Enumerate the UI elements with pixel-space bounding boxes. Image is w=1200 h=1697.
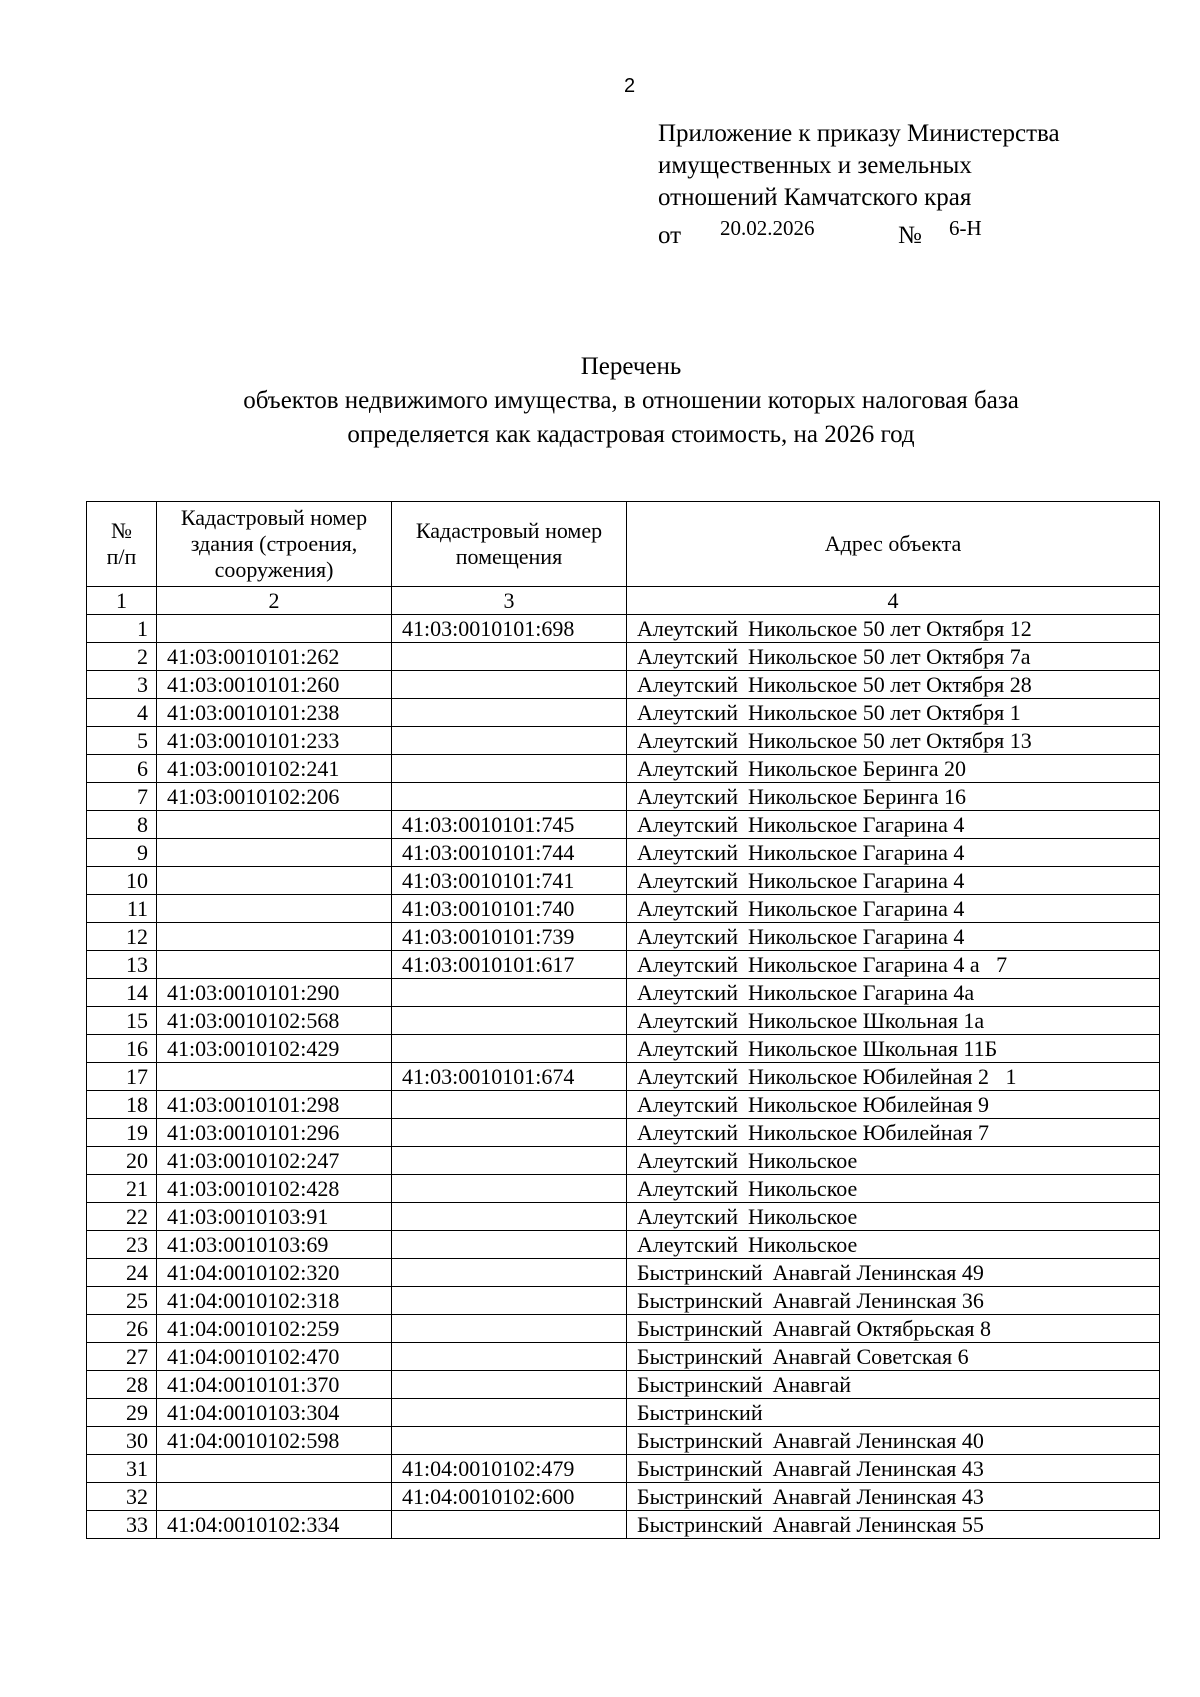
object-address bbox=[627, 1343, 1160, 1371]
appendix-line: Приложение к приказу Министерства bbox=[658, 120, 1060, 147]
row-index: 25 bbox=[87, 1287, 157, 1315]
object-address bbox=[627, 699, 1160, 727]
building-cadastral-number bbox=[157, 615, 392, 643]
row-index: 28 bbox=[87, 1371, 157, 1399]
table-row bbox=[87, 839, 1160, 867]
row-index: 23 bbox=[87, 1231, 157, 1259]
row-index: 24 bbox=[87, 1259, 157, 1287]
property-table bbox=[86, 501, 1160, 1539]
building-cadastral-number: 41:03:0010101:238 bbox=[157, 699, 392, 727]
address-district: Алеутский bbox=[637, 895, 738, 921]
object-address bbox=[627, 979, 1160, 1007]
address-locality: Анавгай Ленинская 49 bbox=[772, 1259, 984, 1285]
address-district: Быстринский bbox=[637, 1455, 763, 1481]
row-index: 31 bbox=[87, 1455, 157, 1483]
building-cadastral-number: 41:03:0010101:262 bbox=[157, 643, 392, 671]
address-district: Алеутский bbox=[637, 755, 738, 781]
building-cadastral-number bbox=[157, 1483, 392, 1511]
table-row bbox=[87, 811, 1160, 839]
address-locality: Никольское 50 лет Октября 13 bbox=[747, 727, 1032, 753]
premises-cadastral-number: 41:03:0010101:744 bbox=[392, 839, 627, 867]
address-district: Алеутский bbox=[637, 671, 738, 697]
order-details bbox=[658, 216, 1178, 252]
object-address bbox=[627, 1287, 1160, 1315]
row-index: 15 bbox=[87, 1007, 157, 1035]
table-row bbox=[87, 1035, 1160, 1063]
address-locality: Анавгай bbox=[772, 1371, 851, 1397]
row-index: 26 bbox=[87, 1315, 157, 1343]
table-row bbox=[87, 1371, 1160, 1399]
table-row bbox=[87, 1147, 1160, 1175]
row-index: 27 bbox=[87, 1343, 157, 1371]
building-cadastral-number: 41:03:0010101:298 bbox=[157, 1091, 392, 1119]
address-district: Алеутский bbox=[637, 1203, 738, 1229]
address-locality: Никольское bbox=[747, 1147, 858, 1173]
table-row bbox=[87, 1287, 1160, 1315]
premises-cadastral-number: 41:03:0010101:698 bbox=[392, 615, 627, 643]
appendix-header bbox=[658, 118, 1178, 214]
address-locality: Никольское Гагарина 4 bbox=[747, 811, 965, 837]
object-address bbox=[627, 1315, 1160, 1343]
premises-cadastral-number: 41:03:0010101:740 bbox=[392, 895, 627, 923]
address-locality: Анавгай Ленинская 36 bbox=[772, 1287, 984, 1313]
row-index: 20 bbox=[87, 1147, 157, 1175]
address-district: Алеутский bbox=[637, 839, 738, 865]
row-index: 12 bbox=[87, 923, 157, 951]
building-cadastral-number: 41:03:0010102:568 bbox=[157, 1007, 392, 1035]
row-index: 6 bbox=[87, 755, 157, 783]
column-number: 2 bbox=[157, 587, 392, 615]
address-district: Быстринский bbox=[637, 1287, 763, 1313]
address-district: Быстринский bbox=[637, 1371, 763, 1397]
row-index: 21 bbox=[87, 1175, 157, 1203]
row-index: 19 bbox=[87, 1119, 157, 1147]
premises-cadastral-number: 41:04:0010102:479 bbox=[392, 1455, 627, 1483]
building-cadastral-number: 41:03:0010102:428 bbox=[157, 1175, 392, 1203]
premises-cadastral-number bbox=[392, 1119, 627, 1147]
premises-cadastral-number bbox=[392, 1035, 627, 1063]
header-index: № п/п bbox=[87, 502, 157, 587]
order-number: 6-Н bbox=[949, 216, 982, 240]
row-index: 1 bbox=[87, 615, 157, 643]
table-row bbox=[87, 951, 1160, 979]
object-address bbox=[627, 755, 1160, 783]
building-cadastral-number bbox=[157, 1455, 392, 1483]
header-premises-cadastral: Кадастровый номер помещения bbox=[392, 502, 627, 587]
table-row bbox=[87, 1511, 1160, 1539]
address-locality: Никольское Гагарина 4 а 7 bbox=[747, 951, 1008, 977]
address-locality: Никольское 50 лет Октября 28 bbox=[747, 671, 1032, 697]
header-building-cadastral: Кадастровый номер здания (строения, сооружения) bbox=[157, 502, 392, 587]
building-cadastral-number: 41:04:0010102:259 bbox=[157, 1315, 392, 1343]
address-locality: Никольское Беринга 16 bbox=[747, 783, 967, 809]
row-index: 30 bbox=[87, 1427, 157, 1455]
building-cadastral-number bbox=[157, 923, 392, 951]
object-address bbox=[627, 1091, 1160, 1119]
premises-cadastral-number bbox=[392, 1231, 627, 1259]
table-row bbox=[87, 1455, 1160, 1483]
object-address bbox=[627, 811, 1160, 839]
premises-cadastral-number bbox=[392, 1287, 627, 1315]
table-body bbox=[87, 615, 1160, 1539]
premises-cadastral-number bbox=[392, 1147, 627, 1175]
premises-cadastral-number bbox=[392, 1259, 627, 1287]
row-index: 17 bbox=[87, 1063, 157, 1091]
row-index: 8 bbox=[87, 811, 157, 839]
address-district: Алеутский bbox=[637, 643, 738, 669]
row-index: 14 bbox=[87, 979, 157, 1007]
premises-cadastral-number bbox=[392, 783, 627, 811]
object-address bbox=[627, 1147, 1160, 1175]
table-row bbox=[87, 783, 1160, 811]
order-number-label: № bbox=[898, 222, 922, 249]
table-row bbox=[87, 1231, 1160, 1259]
address-locality: Никольское bbox=[747, 1175, 858, 1201]
table-row bbox=[87, 1399, 1160, 1427]
building-cadastral-number bbox=[157, 895, 392, 923]
building-cadastral-number bbox=[157, 1063, 392, 1091]
row-index: 29 bbox=[87, 1399, 157, 1427]
address-district: Быстринский bbox=[637, 1399, 763, 1425]
premises-cadastral-number bbox=[392, 671, 627, 699]
row-index: 33 bbox=[87, 1511, 157, 1539]
table-row bbox=[87, 923, 1160, 951]
address-locality: Никольское Юбилейная 9 bbox=[747, 1091, 990, 1117]
building-cadastral-number: 41:04:0010102:598 bbox=[157, 1427, 392, 1455]
column-number: 4 bbox=[627, 587, 1160, 615]
object-address bbox=[627, 1371, 1160, 1399]
object-address bbox=[627, 1063, 1160, 1091]
building-cadastral-number: 41:04:0010103:304 bbox=[157, 1399, 392, 1427]
row-index: 18 bbox=[87, 1091, 157, 1119]
object-address bbox=[627, 615, 1160, 643]
table-row bbox=[87, 615, 1160, 643]
column-number: 1 bbox=[87, 587, 157, 615]
premises-cadastral-number bbox=[392, 1511, 627, 1539]
premises-cadastral-number: 41:03:0010101:617 bbox=[392, 951, 627, 979]
address-district: Алеутский bbox=[637, 1091, 738, 1117]
appendix-line: имущественных и земельных bbox=[658, 152, 972, 179]
address-district: Алеутский bbox=[637, 867, 738, 893]
object-address bbox=[627, 727, 1160, 755]
row-index: 3 bbox=[87, 671, 157, 699]
address-district: Быстринский bbox=[637, 1483, 763, 1509]
premises-cadastral-number bbox=[392, 1343, 627, 1371]
premises-cadastral-number bbox=[392, 1315, 627, 1343]
row-index: 10 bbox=[87, 867, 157, 895]
column-number-row bbox=[87, 587, 1160, 615]
building-cadastral-number: 41:03:0010101:296 bbox=[157, 1119, 392, 1147]
premises-cadastral-number bbox=[392, 1203, 627, 1231]
object-address bbox=[627, 923, 1160, 951]
building-cadastral-number: 41:04:0010102:470 bbox=[157, 1343, 392, 1371]
address-district: Быстринский bbox=[637, 1511, 763, 1537]
object-address bbox=[627, 1259, 1160, 1287]
building-cadastral-number: 41:03:0010102:206 bbox=[157, 783, 392, 811]
address-locality: Никольское Гагарина 4 bbox=[747, 839, 965, 865]
object-address bbox=[627, 1231, 1160, 1259]
building-cadastral-number: 41:03:0010102:247 bbox=[157, 1147, 392, 1175]
table-row bbox=[87, 1063, 1160, 1091]
address-district: Алеутский bbox=[637, 1147, 738, 1173]
premises-cadastral-number: 41:03:0010101:739 bbox=[392, 923, 627, 951]
table-row bbox=[87, 1091, 1160, 1119]
premises-cadastral-number: 41:03:0010101:745 bbox=[392, 811, 627, 839]
object-address bbox=[627, 671, 1160, 699]
header-address: Адрес объекта bbox=[627, 502, 1160, 587]
table-row bbox=[87, 1343, 1160, 1371]
table-header-row bbox=[87, 502, 1160, 587]
address-locality: Анавгай Октябрьская 8 bbox=[772, 1315, 991, 1341]
object-address bbox=[627, 1007, 1160, 1035]
building-cadastral-number: 41:03:0010102:241 bbox=[157, 755, 392, 783]
table-row bbox=[87, 727, 1160, 755]
building-cadastral-number bbox=[157, 951, 392, 979]
address-locality bbox=[763, 1400, 773, 1425]
address-locality: Никольское Гагарина 4 bbox=[747, 867, 965, 893]
table-row bbox=[87, 671, 1160, 699]
page-number: 2 bbox=[624, 75, 636, 97]
address-locality: Никольское Гагарина 4 bbox=[747, 895, 965, 921]
premises-cadastral-number bbox=[392, 1091, 627, 1119]
table-row bbox=[87, 895, 1160, 923]
address-district: Алеутский bbox=[637, 727, 738, 753]
table-row bbox=[87, 1007, 1160, 1035]
address-locality: Никольское 50 лет Октября 7а bbox=[747, 643, 1031, 669]
building-cadastral-number: 41:03:0010103:69 bbox=[157, 1231, 392, 1259]
address-locality: Никольское Гагарина 4 bbox=[747, 923, 965, 949]
building-cadastral-number: 41:03:0010102:429 bbox=[157, 1035, 392, 1063]
address-district: Алеутский bbox=[637, 979, 738, 1005]
object-address bbox=[627, 839, 1160, 867]
object-address bbox=[627, 1399, 1160, 1427]
object-address bbox=[627, 1427, 1160, 1455]
address-district: Алеутский bbox=[637, 1007, 738, 1033]
address-district: Алеутский bbox=[637, 1119, 738, 1145]
object-address bbox=[627, 643, 1160, 671]
address-district: Алеутский bbox=[637, 699, 738, 725]
table-row bbox=[87, 979, 1160, 1007]
address-locality: Анавгай Ленинская 55 bbox=[772, 1511, 984, 1537]
row-index: 2 bbox=[87, 643, 157, 671]
building-cadastral-number: 41:03:0010101:260 bbox=[157, 671, 392, 699]
address-district: Алеутский bbox=[637, 783, 738, 809]
object-address bbox=[627, 1511, 1160, 1539]
building-cadastral-number: 41:03:0010101:233 bbox=[157, 727, 392, 755]
table-row bbox=[87, 1175, 1160, 1203]
address-locality: Анавгай Ленинская 43 bbox=[772, 1483, 984, 1509]
address-locality: Никольское Беринга 20 bbox=[747, 755, 967, 781]
premises-cadastral-number: 41:03:0010101:674 bbox=[392, 1063, 627, 1091]
address-locality: Никольское bbox=[747, 1231, 858, 1257]
object-address bbox=[627, 867, 1160, 895]
table-row bbox=[87, 1483, 1160, 1511]
title-line: объектов недвижимого имущества, в отношении которых налоговая база bbox=[243, 387, 1019, 414]
premises-cadastral-number: 41:03:0010101:741 bbox=[392, 867, 627, 895]
premises-cadastral-number bbox=[392, 727, 627, 755]
address-locality: Никольское Юбилейная 7 bbox=[747, 1119, 990, 1145]
building-cadastral-number: 41:04:0010101:370 bbox=[157, 1371, 392, 1399]
address-locality: Никольское Школьная 1а bbox=[747, 1007, 985, 1033]
address-locality: Анавгай Ленинская 43 bbox=[772, 1455, 984, 1481]
building-cadastral-number: 41:04:0010102:318 bbox=[157, 1287, 392, 1315]
address-district: Быстринский bbox=[637, 1343, 763, 1369]
table-row bbox=[87, 1427, 1160, 1455]
premises-cadastral-number bbox=[392, 1371, 627, 1399]
building-cadastral-number bbox=[157, 811, 392, 839]
object-address bbox=[627, 1119, 1160, 1147]
table-row bbox=[87, 755, 1160, 783]
table-row bbox=[87, 699, 1160, 727]
order-from-label: от bbox=[658, 222, 682, 249]
premises-cadastral-number bbox=[392, 979, 627, 1007]
address-locality: Никольское Гагарина 4а bbox=[747, 979, 975, 1005]
building-cadastral-number bbox=[157, 839, 392, 867]
premises-cadastral-number: 41:04:0010102:600 bbox=[392, 1483, 627, 1511]
table-row bbox=[87, 1315, 1160, 1343]
table-row bbox=[87, 1259, 1160, 1287]
table-row bbox=[87, 1203, 1160, 1231]
object-address bbox=[627, 1175, 1160, 1203]
premises-cadastral-number bbox=[392, 1427, 627, 1455]
object-address bbox=[627, 951, 1160, 979]
object-address bbox=[627, 1203, 1160, 1231]
address-district: Алеутский bbox=[637, 615, 738, 641]
building-cadastral-number: 41:04:0010102:334 bbox=[157, 1511, 392, 1539]
address-district: Алеутский bbox=[637, 1175, 738, 1201]
order-date: 20.02.2026 bbox=[720, 216, 815, 240]
address-locality: Никольское bbox=[747, 1203, 858, 1229]
table-row bbox=[87, 1119, 1160, 1147]
address-district: Алеутский bbox=[637, 1035, 738, 1061]
row-index: 5 bbox=[87, 727, 157, 755]
address-locality: Никольское 50 лет Октября 1 bbox=[747, 699, 1021, 725]
address-locality: Никольское Юбилейная 2 1 bbox=[747, 1063, 1017, 1089]
address-locality: Анавгай Советская 6 bbox=[772, 1343, 969, 1369]
row-index: 4 bbox=[87, 699, 157, 727]
object-address bbox=[627, 783, 1160, 811]
building-cadastral-number: 41:03:0010101:290 bbox=[157, 979, 392, 1007]
premises-cadastral-number bbox=[392, 755, 627, 783]
address-locality: Никольское Школьная 11Б bbox=[747, 1035, 998, 1061]
building-cadastral-number bbox=[157, 867, 392, 895]
premises-cadastral-number bbox=[392, 643, 627, 671]
column-number: 3 bbox=[392, 587, 627, 615]
address-district: Алеутский bbox=[637, 1063, 738, 1089]
premises-cadastral-number bbox=[392, 1175, 627, 1203]
title-line: Перечень bbox=[580, 353, 682, 380]
document-title bbox=[0, 350, 1200, 452]
premises-cadastral-number bbox=[392, 699, 627, 727]
title-line: определяется как кадастровая стоимость, на 2026 год bbox=[347, 421, 915, 448]
row-index: 22 bbox=[87, 1203, 157, 1231]
row-index: 32 bbox=[87, 1483, 157, 1511]
row-index: 13 bbox=[87, 951, 157, 979]
address-district: Быстринский bbox=[637, 1259, 763, 1285]
premises-cadastral-number bbox=[392, 1007, 627, 1035]
appendix-line: отношений Камчатского края bbox=[658, 184, 972, 211]
address-locality: Анавгай Ленинская 40 bbox=[772, 1427, 984, 1453]
address-district: Быстринский bbox=[637, 1427, 763, 1453]
address-district: Алеутский bbox=[637, 1231, 738, 1257]
building-cadastral-number: 41:03:0010103:91 bbox=[157, 1203, 392, 1231]
table-row bbox=[87, 643, 1160, 671]
object-address bbox=[627, 1483, 1160, 1511]
address-locality: Никольское 50 лет Октября 12 bbox=[747, 615, 1032, 641]
object-address bbox=[627, 895, 1160, 923]
object-address bbox=[627, 1035, 1160, 1063]
address-district: Алеутский bbox=[637, 951, 738, 977]
row-index: 16 bbox=[87, 1035, 157, 1063]
table-row bbox=[87, 867, 1160, 895]
row-index: 7 bbox=[87, 783, 157, 811]
address-district: Алеутский bbox=[637, 811, 738, 837]
object-address bbox=[627, 1455, 1160, 1483]
address-district: Алеутский bbox=[637, 923, 738, 949]
premises-cadastral-number bbox=[392, 1399, 627, 1427]
row-index: 11 bbox=[87, 895, 157, 923]
building-cadastral-number: 41:04:0010102:320 bbox=[157, 1259, 392, 1287]
address-district: Быстринский bbox=[637, 1315, 763, 1341]
row-index: 9 bbox=[87, 839, 157, 867]
